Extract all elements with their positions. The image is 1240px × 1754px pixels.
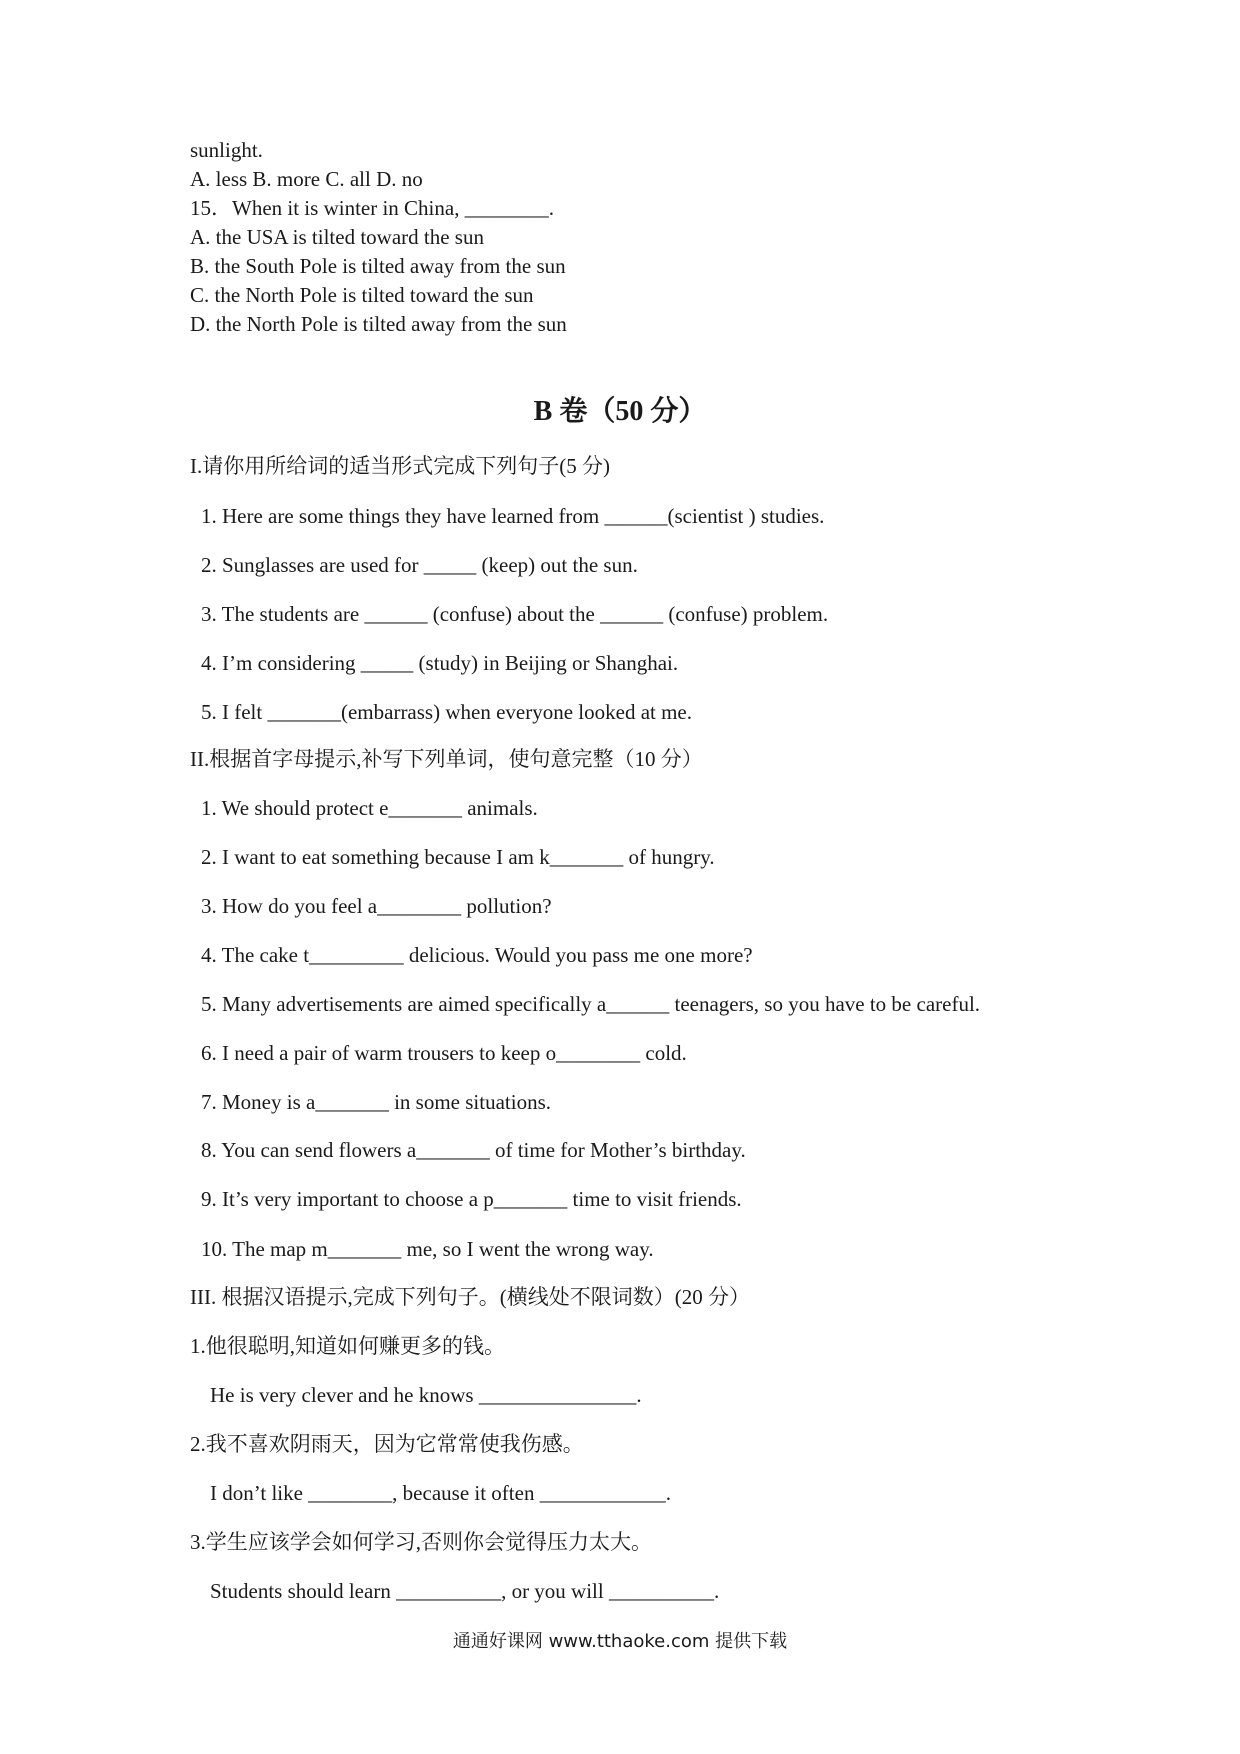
section3-item-chinese: 1.他很聪明,知道如何赚更多的钱。	[190, 1334, 505, 1358]
section2-item: 4. The cake t_________ delicious. Would you pass me one more?	[201, 943, 753, 967]
section2-item: 1. We should protect e_______ animals.	[201, 796, 538, 820]
section2-item: 9. It’s very important to choose a p_______ time to visit friends.	[201, 1187, 742, 1211]
section1-item: 2. Sunglasses are used for _____ (keep) out the sun.	[201, 553, 638, 577]
q15-option-a: A. the USA is tilted toward the sun	[190, 225, 484, 249]
section1-item: 5. I felt _______(embarrass) when everyone looked at me.	[201, 700, 692, 724]
section2-item: 5. Many advertisements are aimed specifically a______ teenagers, so you have to be careful.	[201, 992, 981, 1016]
section2-item: 2. I want to eat something because I am k_______ of hungry.	[201, 845, 715, 869]
section2-item: 8. You can send flowers a_______ of time for Mother’s birthday.	[201, 1138, 746, 1162]
q15-option-c: C. the North Pole is tilted toward the sun	[190, 283, 534, 307]
section2-item: 3. How do you feel a________ pollution?	[201, 894, 552, 918]
section3-item-english: Students should learn __________, or you will __________.	[210, 1579, 720, 1603]
section3-item-chinese: 2.我不喜欢阴雨天，因为它常常使我伤感。	[190, 1432, 584, 1456]
q15-option-d: D. the North Pole is tilted away from the sun	[190, 312, 567, 336]
section1-heading: I.请你用所给词的适当形式完成下列句子(5 分)	[190, 454, 610, 478]
section3-item-chinese: 3.学生应该学会如何学习,否则你会觉得压力太大。	[190, 1530, 652, 1554]
q14-options: A. less B. more C. all D. no	[190, 167, 423, 191]
section2-item: 7. Money is a_______ in some situations.	[201, 1090, 551, 1114]
q15-option-b: B. the South Pole is tilted away from the sun	[190, 254, 566, 278]
section1-item: 1. Here are some things they have learned from ______(scientist ) studies.	[201, 504, 825, 528]
section2-item: 6. I need a pair of warm trousers to keep o________ cold.	[201, 1041, 687, 1065]
section1-item: 4. I’m considering _____ (study) in Beijing or Shanghai.	[201, 651, 679, 675]
part-b-title: B 卷（50 分）	[533, 396, 707, 427]
section1-item: 3. The students are ______ (confuse) about the ______ (confuse) problem.	[201, 602, 829, 626]
section3-item-english: I don’t like ________, because it often ____________.	[210, 1481, 671, 1505]
q15-stem: 15．When it is winter in China, ________.	[190, 196, 554, 220]
q14-tail-text: sunlight.	[190, 138, 263, 162]
section2-heading: II.根据首字母提示,补写下列单词，使句意完整（10 分）	[190, 747, 703, 771]
section3-item-english: He is very clever and he knows _______________.	[210, 1383, 642, 1407]
section2-item: 10. The map m_______ me, so I went the wrong way.	[201, 1237, 654, 1261]
page-footer: 通通好课网 www.tthaoke.com 提供下载	[452, 1631, 788, 1652]
section3-heading: III. 根据汉语提示,完成下列句子。(横线处不限词数）(20 分）	[190, 1285, 750, 1309]
